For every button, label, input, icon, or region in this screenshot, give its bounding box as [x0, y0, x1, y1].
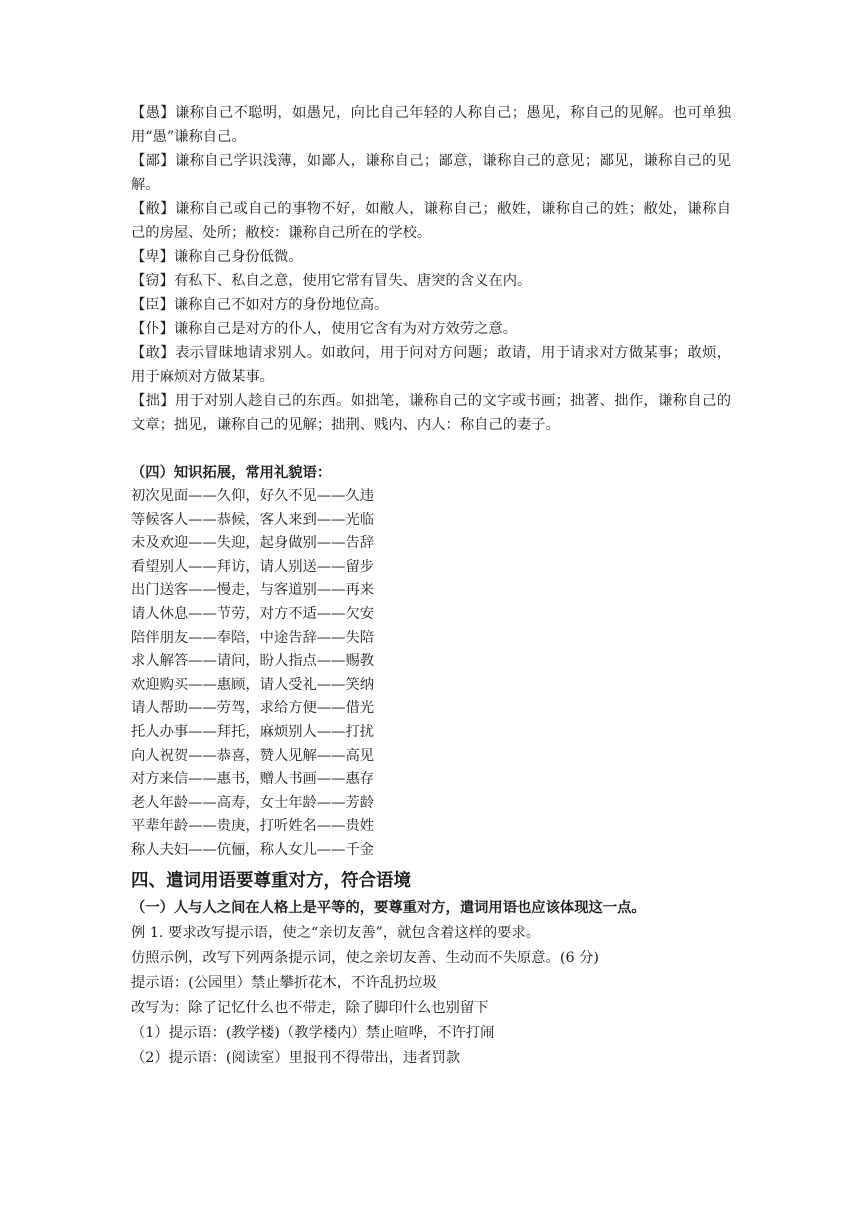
term-tag: 【鄙】 — [131, 153, 175, 169]
term-description: 谦称自己学识浅薄，如鄙人，谦称自己；鄙意，谦称自己的意见；鄙见，谦称自己的见解。 — [131, 153, 732, 193]
section-heading: 四、遣词用语要尊重对方，符合语境 — [131, 870, 411, 891]
courtesy-line: 老人年龄——高寿，女士年龄——芳龄 — [131, 794, 375, 811]
term-tag: 【窃】 — [131, 273, 174, 289]
term-description: 表示冒昧地请求别人。如敢问，用于问对方问题；敢请，用于请求对方做某事；敢烦，用于麻烦对方做某事。 — [131, 345, 732, 385]
courtesy-line: 托人办事——拜托，麻烦别人——打扰 — [131, 723, 375, 740]
term-entry — [131, 269, 731, 293]
courtesy-line: 陪伴朋友——奉陪，中途告辞——失陪 — [131, 629, 375, 646]
courtesy-line: 对方来信——惠书，赠人书画——惠存 — [131, 771, 375, 788]
courtesy-line: 平辈年龄——贵庚，打听姓名——贵姓 — [131, 818, 375, 835]
document-page — [131, 101, 731, 1071]
example-line: 提示语：(公园里）禁止攀折花木，不许乱扔垃圾 — [131, 974, 437, 991]
courtesy-line: 等候客人——恭候，客人来到——光临 — [131, 511, 375, 528]
courtesy-line: 请人休息——节劳，对方不适——欠安 — [131, 605, 375, 622]
term-description: 谦称自己不聪明，如愚兄，向比自己年轻的人称自己；愚见，称自己的见解。也可单独用“愚”谦称自己。 — [131, 105, 732, 145]
term-entry — [131, 101, 731, 149]
term-tag: 【愚】 — [131, 105, 175, 121]
term-entry — [131, 389, 731, 437]
term-tag: 【敝】 — [131, 201, 175, 217]
courtesy-line: 初次见面——久仰，好久不见——久违 — [131, 488, 375, 504]
term-tag: 【敢】 — [131, 345, 175, 361]
term-entry — [131, 245, 731, 269]
term-description: 谦称自己不如对方的身份地位高。 — [173, 297, 389, 313]
term-entry — [131, 293, 731, 317]
term-entry — [131, 341, 731, 389]
courtesy-line: 求人解答——请问，盼人指点——赐教 — [131, 653, 375, 670]
courtesy-line: 向人祝贺——恭喜，赞人见解——高见 — [131, 747, 375, 764]
term-description: 谦称自己身份低微。 — [173, 249, 303, 265]
courtesy-terms-list — [131, 485, 731, 863]
term-tag: 【拙】 — [131, 393, 175, 409]
courtesy-line: 看望别人——拜访，请人别送——留步 — [131, 558, 375, 575]
example-line: 仿照示例，改写下列两条提示词，使之亲切友善、生动而不失原意。(6 分) — [131, 949, 599, 966]
example-line: （1）提示语：(教学楼)（教学楼内）禁止喧哗，不许打闹 — [131, 1024, 495, 1041]
term-description: 谦称自己或自己的事物不好，如敝人，谦称自己；敝姓，谦称自己的姓；敝处，谦称自己的房屋、处所；敝校：谦称自己所在的学校。 — [131, 201, 732, 241]
humble-terms-list — [131, 101, 731, 437]
courtesy-line: 欢迎购买——惠顾，请人受礼——笑纳 — [131, 676, 375, 693]
subsection-title: （一）人与人之间在人格上是平等的，要尊重对方，遣词用语也应该体现这一点。 — [131, 899, 646, 916]
courtesy-line: 未及欢迎——失迎，起身做别——告辞 — [131, 535, 375, 552]
term-entry — [131, 149, 731, 197]
term-description: 有私下、私自之意，使用它常有冒失、唐突的含义在内。 — [173, 273, 532, 289]
example-block — [131, 921, 731, 1071]
spacer — [131, 437, 731, 461]
example-line: 例 1. 要求改写提示语，使之“亲切友善”，就包含着这样的要求。 — [131, 924, 541, 941]
courtesy-line: 请人帮助——劳驾，求给方便——借光 — [131, 700, 375, 717]
term-description: 用于对别人趁自己的东西。如拙笔，谦称自己的文字或书画；拙著、拙作，谦称自己的文章；拙见，谦称自己的见解；拙荆、贱内、内人：称自己的妻子。 — [131, 393, 732, 433]
example-line: （2）提示语：(阅读室）里报刊不得带出，违者罚款 — [131, 1049, 461, 1066]
section-subheading: （四）知识拓展，常用礼貌语： — [131, 465, 332, 481]
example-line: 改写为：除了记忆什么也不带走，除了脚印什么也别留下 — [131, 999, 489, 1016]
term-entry — [131, 317, 731, 341]
term-tag: 【臣】 — [131, 297, 174, 313]
courtesy-line: 出门送客——慢走，与客道别——再来 — [131, 582, 375, 599]
term-description: 谦称自己是对方的仆人，使用它含有为对方效劳之意。 — [173, 321, 518, 337]
term-entry — [131, 197, 731, 245]
term-tag: 【仆】 — [131, 321, 174, 337]
term-tag: 【卑】 — [131, 249, 174, 265]
courtesy-line: 称人夫妇——伉俪，称人女儿——千金 — [131, 841, 375, 858]
